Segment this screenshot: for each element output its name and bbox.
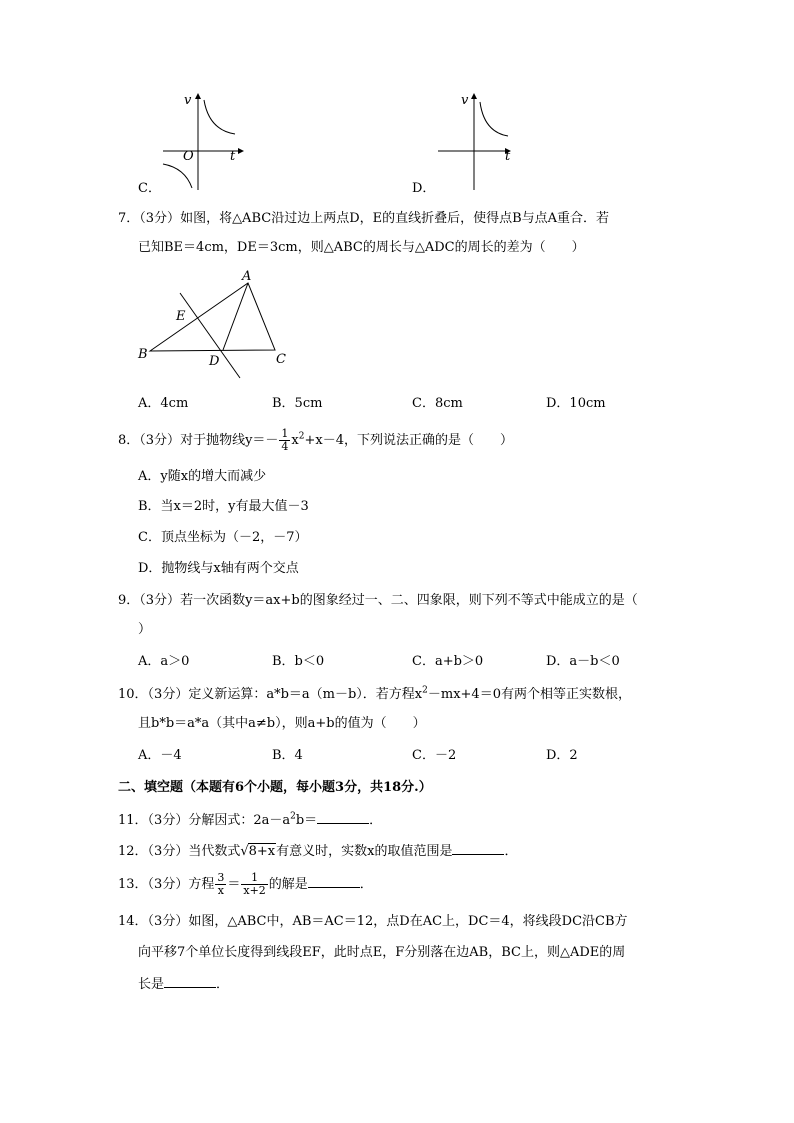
question-9-line-2: ） (138, 622, 152, 637)
graph-d-option: D． (412, 181, 436, 196)
question-14-line-1: 14．（3分）如图，△ABC中，AB＝AC＝12，点D在AC上，DC＝4，将线段DC沿CB方 (118, 914, 628, 929)
q13-answer-blank (308, 875, 360, 888)
point-e-label: E (176, 309, 186, 324)
question-10-line-2: 且b*b＝a*a（其中a≠b），则a+b的值为（ ） (138, 716, 426, 731)
question-14-line-2: 向平移7个单位长度得到线段EF，此时点E，F分别落在边AB，BC上，则△ADE的周 (138, 945, 626, 960)
question-7-line-2: 已知BE＝4cm，DE＝3cm，则△ABC的周长与△ADC的周长的差为（ ） (138, 240, 585, 255)
q13-fraction-2: $\frac{1}{x+2}$ (243, 871, 266, 897)
graph-d (430, 88, 540, 198)
q10-option-d: D．2 (546, 748, 578, 763)
q13-fraction-1: $\frac{3}{x}$ (217, 871, 225, 897)
q10-option-b: B．4 (272, 748, 303, 763)
q10-option-a: A．－4 (138, 748, 182, 763)
q8-option-d: D．抛物线与x轴有两个交点 (138, 561, 299, 576)
q8-fraction: $\frac{1}{4}$ (281, 427, 289, 453)
q8-option-a: A．y随x的增大而减少 (138, 469, 267, 484)
q12-answer-blank (452, 842, 504, 855)
q9-option-a: A．a＞0 (138, 654, 190, 669)
q14-answer-blank (164, 975, 216, 988)
q11-answer-blank (317, 811, 369, 824)
point-a-label: A (242, 269, 252, 284)
graph-d-x-label: t (505, 149, 511, 164)
q9-option-d: D．a－b＜0 (546, 654, 620, 669)
graph-c-y-label: v (184, 93, 192, 108)
question-7-line-1: 7．（3分）如图，将△ABC沿过边上两点D，E的直线折叠后，使得点B与点A重合．若 (118, 211, 610, 226)
point-c-label: C (276, 352, 286, 367)
question-10-line-1: 10．（3分）定义新运算：a*b＝a（m－b）．若方程$x^2-mx+4=0$有两个相等正实数根， (118, 685, 631, 702)
question-14-line-3: 长是 ． (138, 977, 230, 992)
q10-option-c: C．－2 (412, 748, 457, 763)
question-12: 12．（3分）当代数式√8+x有意义时，实数x的取值范围是 ． (118, 844, 518, 859)
section-2-heading: 二、填空题（本题有6个小题，每小题3分，共18分.） (118, 780, 432, 795)
q12-radicand: 8+x (248, 844, 276, 859)
question-8-line-1: 8．（3分）对于抛物线y＝－ $\frac{1}{4}$ $x^2+x-4$，下列说法正确的是（ ） (118, 427, 513, 453)
point-d-label: D (209, 354, 220, 369)
question-11: 11．（3分）分解因式：$2a-a^2b=$ ． (118, 811, 383, 828)
q7-option-b: B．5cm (272, 396, 323, 411)
graph-c-option: C． (138, 181, 161, 196)
question-13: 13．（3分）方程 $\frac{3}{x}$ ＝ $\frac{1}{x+2}$ 的解是 ． (118, 871, 373, 897)
graph-c-x-label: t (230, 149, 236, 164)
q8-option-c: C．顶点坐标为（－2，－7） (138, 530, 308, 545)
point-b-label: B (138, 347, 148, 362)
q9-option-c: C．a+b＞0 (412, 654, 484, 669)
q7-option-a: A．4cm (138, 396, 189, 411)
graph-d-y-label: v (461, 93, 469, 108)
q7-option-d: D．10cm (546, 396, 606, 411)
q7-option-c: C．8cm (412, 396, 463, 411)
q9-option-b: B．b＜0 (272, 654, 325, 669)
question-9-line-1: 9．（3分）若一次函数y＝ax+b的图象经过一、二、四象限，则下列不等式中能成立的是（ (118, 593, 638, 608)
q8-option-b: B．当x＝2时，y有最大值－3 (138, 499, 309, 514)
graph-c-origin-label: O (183, 149, 194, 164)
graph-c (155, 88, 265, 198)
